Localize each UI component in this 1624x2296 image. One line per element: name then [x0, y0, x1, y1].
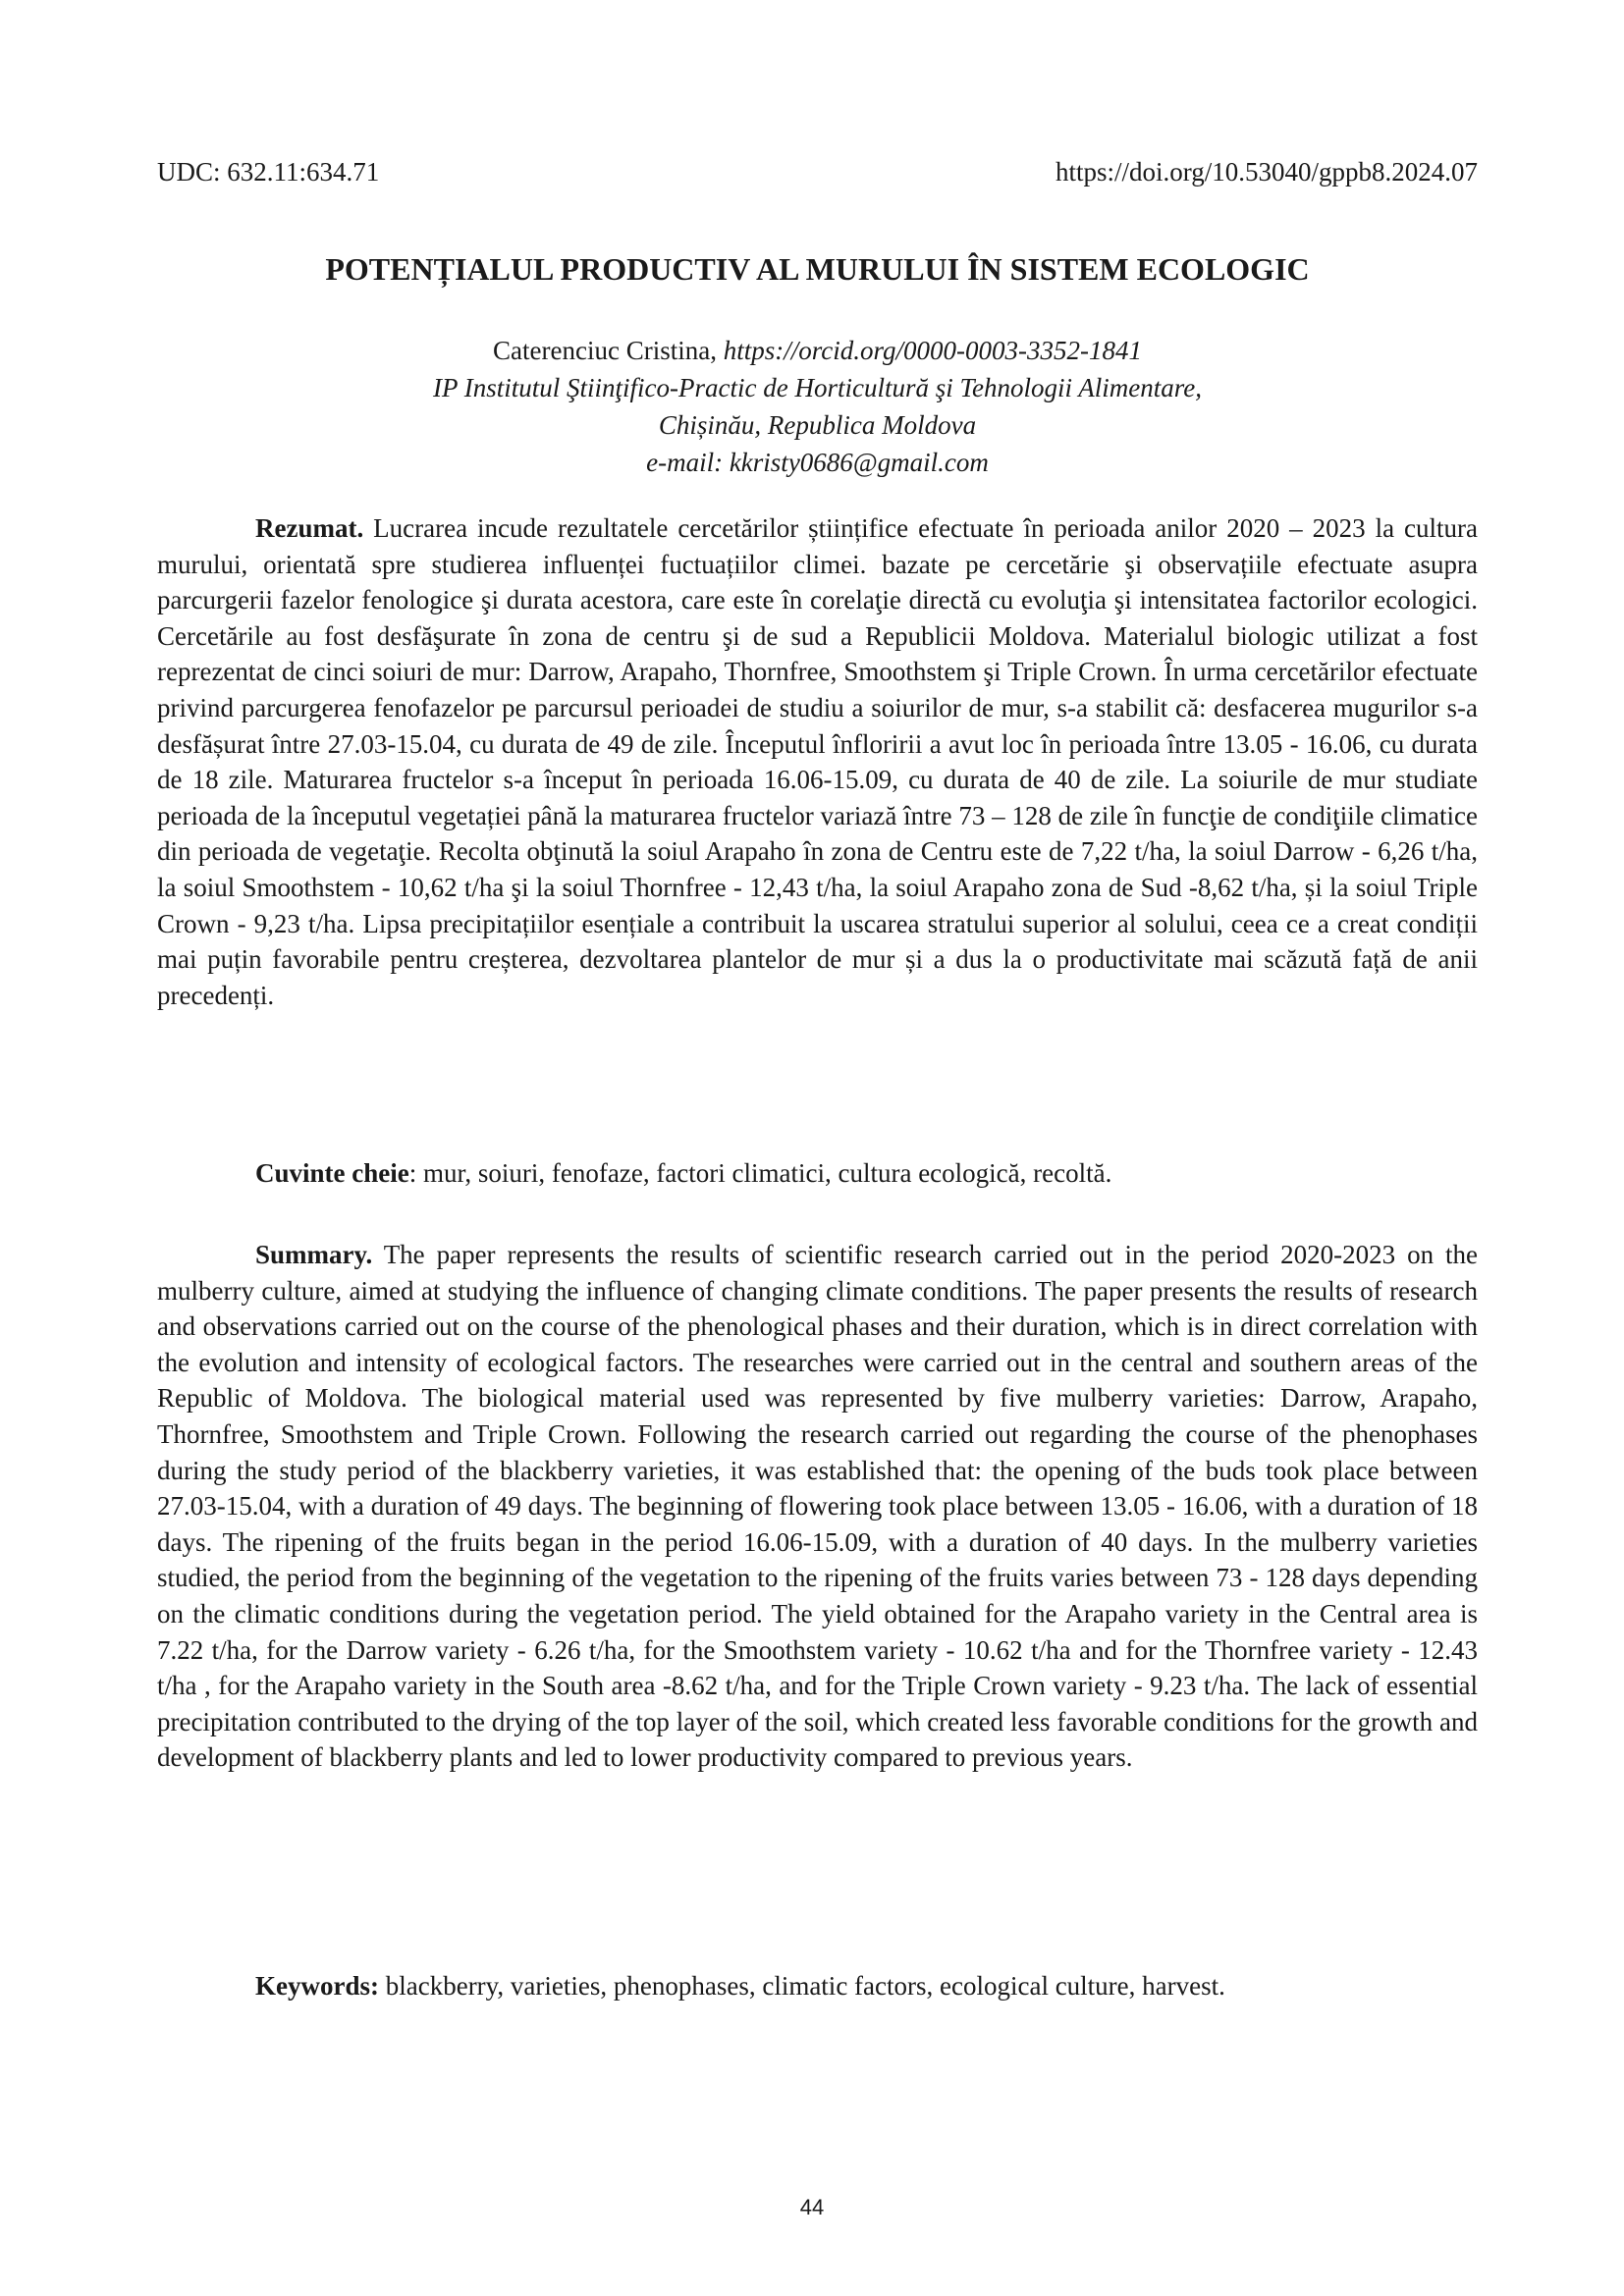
abstract-ro-label: Rezumat. — [255, 513, 364, 543]
abstract-ro — [157, 510, 1478, 1013]
author-institution: IP Institutul Ştiinţifico-Practic de Horticultură şi Tehnologii Alimentare, — [433, 373, 1202, 402]
keywords-ro — [255, 1158, 1111, 1189]
udc-code: UDC: 632.11:634.71 — [157, 157, 380, 187]
author-line — [157, 332, 1478, 369]
doi-link[interactable]: https://doi.org/10.53040/gppb8.2024.07 — [1055, 157, 1478, 187]
abstract-en — [157, 1237, 1478, 1776]
abstract-en-label: Summary. — [255, 1240, 373, 1269]
author-email[interactable]: e-mail: kkristy0686@gmail.com — [646, 448, 989, 477]
author-name: Caterenciuc Cristina, — [493, 336, 724, 365]
author-block — [157, 332, 1478, 481]
abstract-ro-paragraph — [157, 510, 1478, 1013]
abstract-ro-text: Lucrarea incude rezultatele cercetărilor științifice efectuate în perioada anilor 2020 – 2023 la cultura murului, orientată spre studierea influenței fuctuațiilor climei. bazate pe cercetărie şi observațiile efectuate asupra parcurgerii fazelor fenologice şi durata acestora, care este în corelaţie directă cu evoluţia şi intensitatea factorilor ecologici. Cercetările au fost desfăşurate în zona de centru şi de sud a Republicii Moldova. Materialul biologic utilizat a fost reprezentat de cinci soiuri de mur: Darrow, Arapaho, Thornfree, Smoothstem şi Triple Crown. În urma cercetărilor efectuate privind parcurgerea fenofazelor pe parcursul perioadei de studiu a soiurilor de mur, s-a stabilit că: desfacerea mugurilor s-a desfășurat între 27.03-15.04, cu durata de 49 de zile. Începutul înfloririi a avut loc în perioada între 13.05 - 16.06, cu durata de 18 zile. Maturarea fructelor s-a început în perioada 16.06-15.09, cu durata de 40 de zile. La soiurile de mur studiate perioada de la începutul vegetației până la maturarea fructelor variază între 73 – 128 de zile în funcţie de condiţiile climatice din perioada de vegetaţie. Recolta obţinută la soiul Arapaho în zona de Centru este de 7,22 t/ha, la soiul Darrow - 6,26 t/ha, la soiul Smoothstem - 10,62 t/ha şi la soiul Thornfree - 12,43 t/ha, la soiul Arapaho zona de Sud -8,62 t/ha, și la soiul Triple Crown - 9,23 t/ha. Lipsa precipitațiilor esențiale a contribuit la uscarea stratului superior al solului, ceea ce a creat condiții mai puțin favorabile pentru creșterea, dezvoltarea plantelor de mur și a dus la o productivitate mai scăzută față de anii precedenți. — [157, 513, 1478, 1010]
paper-title: POTENȚIALUL PRODUCTIV AL MURULUI ÎN SISTEM ECOLOGIC — [325, 251, 1310, 287]
keywords-en-text: blackberry, varieties, phenophases, climatic factors, ecological culture, harvest. — [378, 1971, 1225, 2001]
abstract-en-text: The paper represents the results of scientific research carried out in the period 2020-2023 on the mulberry culture, aimed at studying the influence of changing climate conditions. The paper presents the results of research and observations carried out on the course of the phenological phases and their duration, which is in direct correlation with the evolution and intensity of ecological factors. The researches were carried out in the central and southern areas of the Republic of Moldova. The biological material used was represented by five mulberry varieties: Darrow, Arapaho, Thornfree, Smoothstem and Triple Crown. Following the research carried out regarding the course of the phenophases during the study period of the blackberry varieties, it was established that: the opening of the buds took place between 27.03-15.04, with a duration of 49 days. The beginning of flowering took place between 13.05 - 16.06, with a duration of 18 days. The ripening of the fruits began in the period 16.06-15.09, with a duration of 40 days. In the mulberry varieties studied, the period from the beginning of the vegetation to the ripening of the fruits varies between 73 - 128 days depending on the climatic conditions during the vegetation period. The yield obtained for the Arapaho variety in the Central area is 7.22 t/ha, for the Darrow variety - 6.26 t/ha, for the Smoothstem variety - 10.62 t/ha and for the Thornfree variety - 12.43 t/ha , for the Arapaho variety in the South area -8.62 t/ha, and for the Triple Crown variety - 9.23 t/ha. The lack of essential precipitation contributed to the drying of the top layer of the soil, which created less favorable conditions for the growth and development of blackberry plants and led to lower productivity compared to previous years. — [157, 1240, 1478, 1773]
abstract-en-paragraph — [157, 1237, 1478, 1776]
keywords-en — [255, 1971, 1225, 2002]
keywords-en-label: Keywords: — [255, 1971, 379, 2001]
header-row — [157, 157, 1478, 196]
author-orcid[interactable]: https://orcid.org/0000-0003-3352-1841 — [723, 336, 1142, 365]
author-location: Chișinău, Republica Moldova — [658, 410, 977, 440]
keywords-ro-text: : mur, soiuri, fenofaze, factori climatici, cultura ecologică, recoltă. — [408, 1158, 1112, 1188]
keywords-ro-label: Cuvinte cheie — [255, 1158, 409, 1188]
page-number: 44 — [799, 2195, 825, 2219]
